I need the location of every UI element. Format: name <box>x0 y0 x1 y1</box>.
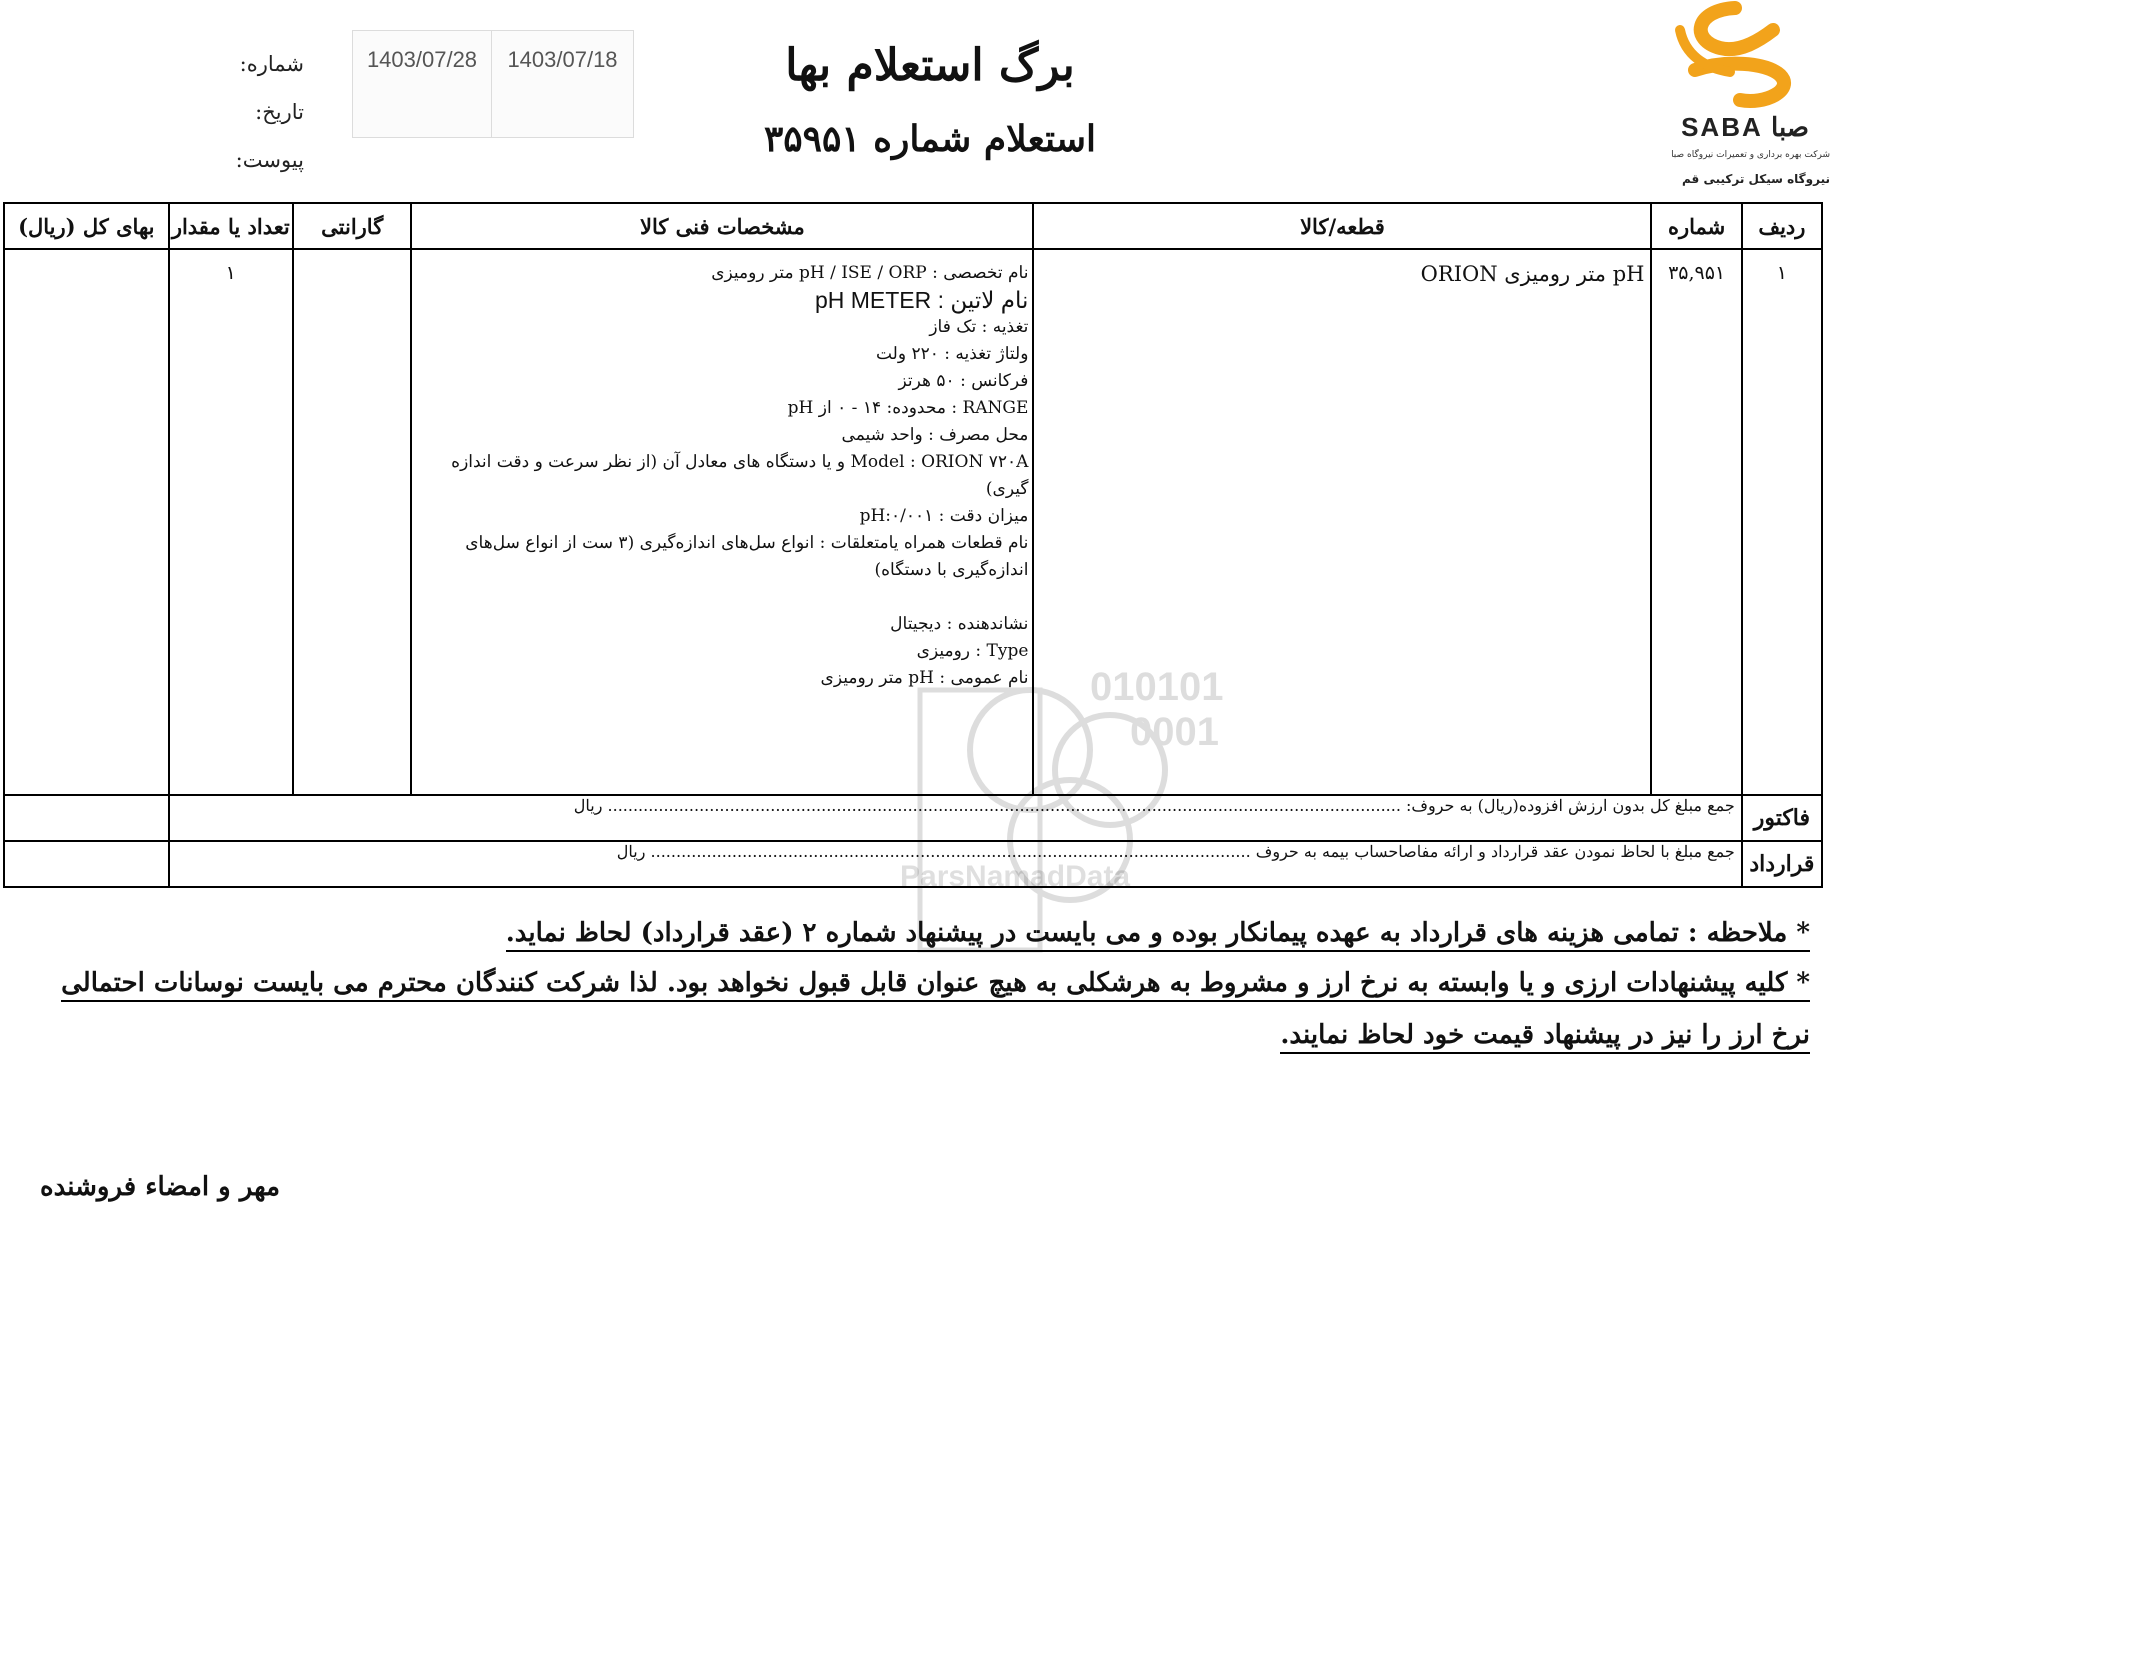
col-header-warranty: گارانتی <box>293 203 411 249</box>
date-2: 1403/07/18 <box>507 47 618 72</box>
header-labels <box>214 40 304 184</box>
cell-warranty <box>293 249 411 795</box>
spec-line: نشاندهنده : دیجیتال <box>890 614 1029 634</box>
spec-line <box>420 584 1028 611</box>
cell-spec <box>411 249 1033 795</box>
saba-logo-icon <box>1655 0 1835 195</box>
spec-line: RANGE : محدوده: ۱۴ - ۰ از pH <box>787 398 1029 418</box>
logo-brand <box>1660 112 1830 143</box>
invoice-label: فاکتور <box>1742 795 1822 841</box>
contract-text: جمع مبلغ با لحاظ نمودن عقد قرارداد و ارائه مفاصاحساب بیمه به حروف ...................................................................................................................... ریال <box>169 841 1742 887</box>
col-header-row: ردیف <box>1742 203 1822 249</box>
table-header-row <box>4 203 1822 249</box>
svg-text:0001: 0001 <box>1130 710 1219 754</box>
col-header-item: قطعه/کالا <box>1033 203 1651 249</box>
logo-plant-line: نیروگاه سیکل ترکیبی قم <box>1682 172 1830 186</box>
spec-line: محل مصرف : واحد شیمی <box>841 425 1029 445</box>
cell-item: pH متر رومیزی ORION <box>1033 249 1651 795</box>
spec-line: نام عمومی : pH متر رومیزی <box>820 668 1029 688</box>
spec-line: میزان دقت : pH:۰/۰۰۱ <box>859 506 1029 526</box>
spec-line: نام لاتین : pH METER <box>814 287 1029 313</box>
label-attachment: پیوست: <box>235 148 304 172</box>
note-currency-2 <box>1280 1020 1810 1050</box>
col-header-spec: مشخصات فنی کالا <box>411 203 1033 249</box>
spec-line: نام قطعات همراه یامتعلقات : انواع سل‌های اندازه‌گیری (۳ ست از انواع سل‌های اندازه‌گیری با دستگاه) <box>465 533 1029 580</box>
spec-line: نام تخصصی : pH / ISE / ORP متر رومیزی <box>711 263 1029 283</box>
note-costs <box>506 918 1810 948</box>
spec-line: Model : ORION ۷۲۰A و یا دستگاه های معادل آن (از نظر سرعت و دقت اندازه گیری) <box>451 452 1029 499</box>
date-1: 1403/07/28 <box>353 31 492 137</box>
spec-line: فرکانس : ۵۰ هرتز <box>898 371 1029 391</box>
page-title: برگ استعلام بها <box>785 40 1075 91</box>
spec-line: Type : رومیزی <box>916 641 1029 661</box>
cell-total <box>4 249 169 795</box>
logo-company-line: شرکت بهره برداری و تعمیرات نیروگاه صبا <box>1671 150 1830 160</box>
svg-text:010101: 010101 <box>1090 665 1224 709</box>
invoice-text: جمع مبلغ کل بدون ارزش افزوده(ریال) به حروف: ............................................................................................................................................................ ریال <box>169 795 1742 841</box>
inquiry-table <box>3 202 1823 888</box>
page-subtitle: استعلام شماره ۳۵۹۵۱ <box>763 118 1097 160</box>
contract-row <box>4 841 1822 887</box>
spec-line: ولتاژ تغذیه : ۲۲۰ ولت <box>875 344 1029 364</box>
col-header-number: شماره <box>1651 203 1741 249</box>
col-header-total: بهای کل (ریال) <box>4 203 169 249</box>
label-number: شماره: <box>239 52 304 76</box>
note-currency-1 <box>61 968 1810 998</box>
spec-line: تغذیه : تک فاز <box>929 317 1029 337</box>
contract-label: قرارداد <box>1742 841 1822 887</box>
cell-number: ۳۵,۹۵۱ <box>1651 249 1741 795</box>
logo-brand-persian: صبا <box>1771 112 1809 142</box>
invoice-row <box>4 795 1822 841</box>
note-currency-text-1: * کلیه پیشنهادات ارزی و یا وابسته به نرخ ارز و مشروط به هرشکلی به هیچ عنوان قابل قبول نخواهد بود. لذا شرکت کنندگان محترم می بایست نوسانات احتمالی <box>61 968 1810 1002</box>
note-costs-text: * ملاحظه : تمامی هزینه های قرارداد به عهده پیمانکار بوده و می بایست در پیشنهاد شماره ۲ (عقد قرارداد) لحاظ نمايد. <box>506 918 1810 952</box>
seller-signature-label: مهر و امضاء فروشنده <box>40 1172 281 1202</box>
cell-index: ۱ <box>1742 249 1822 795</box>
date-box <box>352 30 634 138</box>
label-date: تاریخ: <box>255 100 304 124</box>
col-header-qty: تعداد یا مقدار <box>169 203 293 249</box>
invoice-amount-cell <box>4 795 169 841</box>
table-row <box>4 249 1822 795</box>
cell-qty: ۱ <box>169 249 293 795</box>
note-currency-text-2: نرخ ارز را نیز در پیشنهاد قیمت خود لحاظ نمایند. <box>1280 1020 1810 1054</box>
watermark-text: ParsNamadData <box>900 860 1131 893</box>
logo-brand-latin: SABA <box>1681 112 1762 142</box>
contract-amount-cell <box>4 841 169 887</box>
